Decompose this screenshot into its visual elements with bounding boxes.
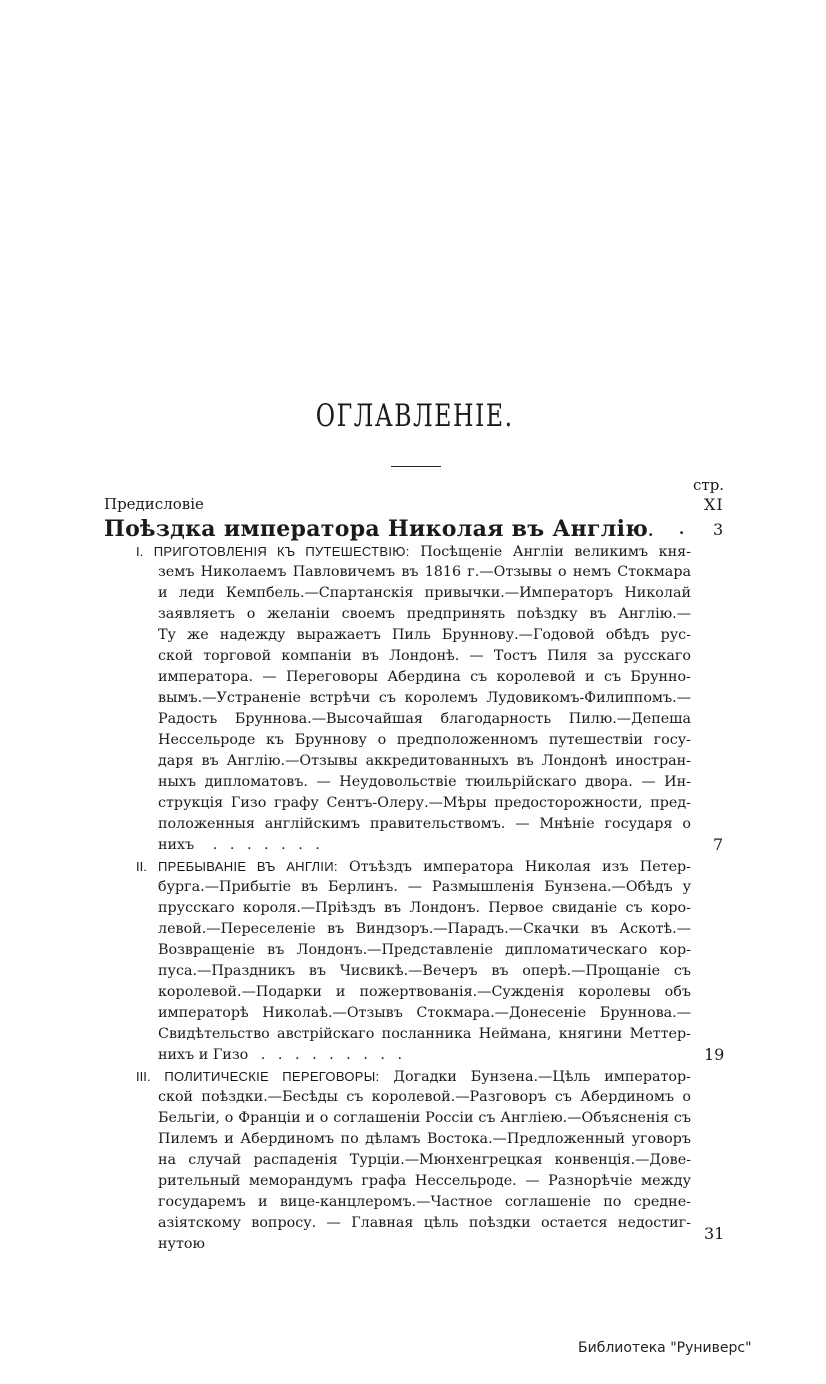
- chapter-first-line: [136, 856, 691, 878]
- chapter-line: Радость Бруннова.—Высочайшая благодарность Пилю.—Депеша: [158, 711, 691, 727]
- chapter-line: пуса.—Праздникъ въ Чисвикѣ.—Вечеръ въ оперѣ.—Прощаніе съ: [158, 963, 691, 979]
- title-divider: [391, 466, 441, 467]
- chapter-line: Свидѣтельство австрійскаго посланника Неймана, княгини Меттер-: [158, 1026, 691, 1042]
- chapter-line: ской поѣздки.—Бесѣды съ королевой.—Разговоръ съ Абердиномъ о: [158, 1089, 691, 1105]
- chapter-line: Возвращеніе въ Лондонъ.—Представленіе дипломатическаго кор-: [158, 942, 691, 958]
- chapter-line: на случай распаденія Турціи.—Мюнхенгрецкая конвенція.—Дове-: [158, 1152, 691, 1168]
- book-title: [104, 516, 654, 542]
- preface-entry: Предисловіе: [104, 495, 204, 513]
- chapter-numeral: III.: [136, 1069, 151, 1084]
- chapter-line: струкція Гизо графу Сентъ-Олеру.—Мѣры предосторожности, пред-: [158, 795, 691, 811]
- chapter-line: императора. — Переговоры Абердина съ королевой и съ Брунно-: [158, 669, 691, 685]
- chapter-page: 7: [713, 835, 724, 854]
- chapter-page: 19: [704, 1045, 725, 1064]
- chapter-last-line: [158, 1045, 691, 1066]
- page-column-header: стр.: [693, 476, 725, 494]
- chapter-page: 31: [704, 1224, 725, 1243]
- book-title-dot: .: [648, 522, 654, 540]
- chapter-leader: . . . . . . . . .: [260, 1047, 407, 1063]
- chapter-text: Посѣщеніе Англіи великимъ кня-: [420, 544, 691, 560]
- chapter-line: бурга.—Прибытіе въ Берлинъ. — Размышленія Бунзена.—Обѣдъ у: [158, 879, 691, 895]
- chapter-numeral: II.: [136, 859, 147, 874]
- book-title-leader: .: [679, 520, 685, 538]
- chapter-line: земъ Николаемъ Павловичемъ въ 1816 г.—Отзывы о немъ Стокмара: [158, 564, 691, 580]
- chapter-first-line: [136, 1066, 691, 1088]
- chapter-line: ской торговой компаніи въ Лондонѣ. — Тостъ Пиля за русскаго: [158, 648, 691, 664]
- library-footer: Библиотека "Руниверс": [578, 1340, 752, 1356]
- chapter-line: положенныя англійскимъ правительствомъ. — Мнѣніе государя о: [158, 816, 691, 832]
- chapter-first-line: [136, 541, 691, 563]
- chapter-last-line: [158, 835, 691, 856]
- chapter-line: азіятскому вопросу. — Главная цѣль поѣздки остается недостиг-: [158, 1215, 691, 1231]
- chapter-last-text: нутою: [158, 1236, 205, 1252]
- chapter-heading: ПРЕБЫВАНІЕ ВЪ АНГЛІИ:: [158, 859, 338, 874]
- chapter-line: прусскаго короля.—Пріѣздъ въ Лондонъ. Первое свиданіе съ коро-: [158, 900, 691, 916]
- chapter-line: Пилемъ и Абердиномъ по дѣламъ Востока.—Предложенный уговоръ: [158, 1131, 691, 1147]
- chapter-line: левой.—Переселеніе въ Виндзоръ.—Парадъ.—Скачки въ Аскотѣ.—: [158, 921, 691, 937]
- chapter-heading: ПРИГОТОВЛЕНІЯ КЪ ПУТЕШЕСТВІЮ:: [153, 544, 410, 559]
- chapter-last-text: нихъ и Гизо: [158, 1047, 249, 1063]
- chapter-line: рительный меморандумъ графа Нессельроде. — Разнорѣчіе между: [158, 1173, 691, 1189]
- book-title-text: Поѣздка императора Николая въ Англію: [104, 516, 649, 542]
- book-page: 3: [713, 520, 724, 539]
- chapter-line: заявляетъ о желаніи своемъ предпринять поѣздку въ Англію.—: [158, 606, 691, 622]
- chapter-last-text: нихъ: [158, 837, 195, 853]
- chapter-line: государемъ и вице-канцлеромъ.—Частное соглашеніе по средне-: [158, 1194, 691, 1210]
- page-title: ОГЛАВЛЕНІЕ.: [315, 398, 514, 434]
- chapter-line: и леди Кемпбель.—Спартанскія привычки.—Императоръ Николай: [158, 585, 691, 601]
- chapter-heading: ПОЛИТИЧЕСКІЕ ПЕРЕГОВОРЫ:: [164, 1069, 380, 1084]
- chapter-line: даря въ Англію.—Отзывы аккредитованныхъ въ Лондонѣ иностран-: [158, 753, 691, 769]
- chapter-line: Нессельроде къ Бруннову о предположенномъ путешествіи госу-: [158, 732, 691, 748]
- chapter-line: императорѣ Николаѣ.—Отзывъ Стокмара.—Донесеніе Бруннова.—: [158, 1005, 691, 1021]
- chapter-last-line: [158, 1234, 691, 1255]
- chapter-line: Ту же надежду выражаетъ Пиль Бруннову.—Годовой обѣдъ рус-: [158, 627, 691, 643]
- chapter-line: вымъ.—Устраненіе встрѣчи съ королемъ Лудовикомъ-Филиппомъ.—: [158, 690, 691, 706]
- preface-page: XI: [704, 495, 724, 514]
- chapter-line: ныхъ дипломатовъ. — Неудовольствіе тюильрійскаго двора. — Ин-: [158, 774, 691, 790]
- chapter-text: Отъѣздъ императора Николая изъ Петер-: [348, 859, 692, 875]
- chapter-line: Бельгіи, о Франціи и о соглашеніи Россіи съ Англіею.—Объясненія съ: [158, 1110, 691, 1126]
- chapter-numeral: I.: [136, 544, 144, 559]
- chapter-line: королевой.—Подарки и пожертвованія.—Сужденія королевы объ: [158, 984, 691, 1000]
- chapter-text: Догадки Бунзена.—Цѣль император-: [393, 1069, 692, 1085]
- chapter-leader: . . . . . . .: [212, 837, 324, 853]
